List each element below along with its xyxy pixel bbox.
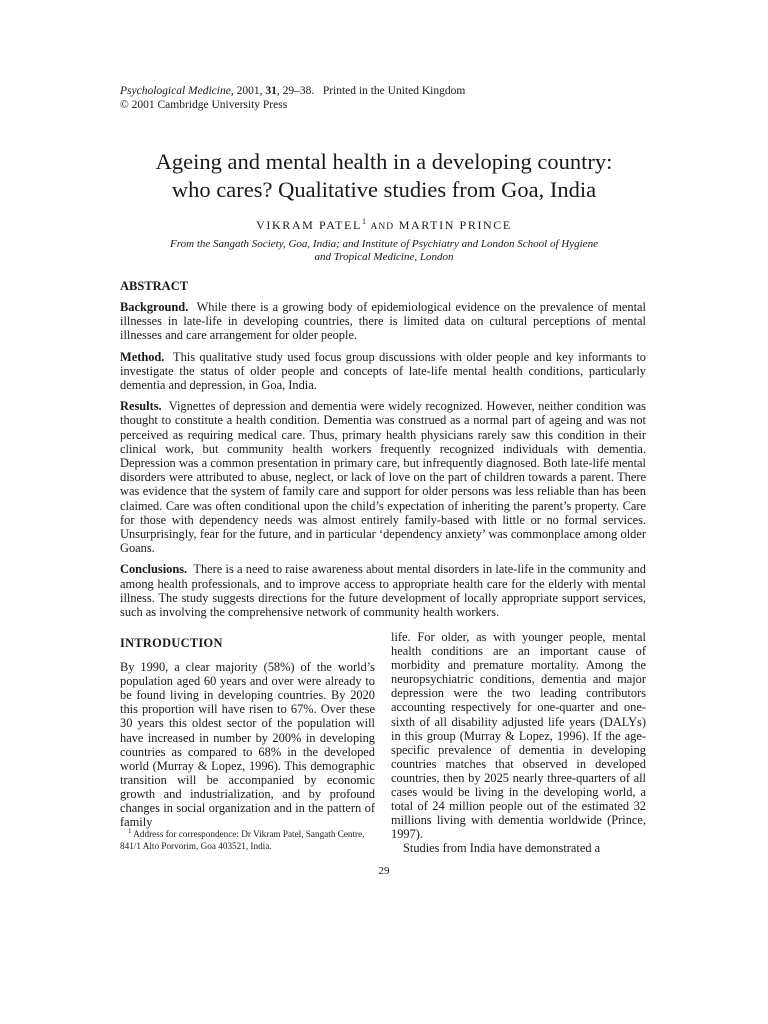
intro-paragraph-left: By 1990, a clear majority (58%) of the world’s population aged 60 years and over were already to be found living in developing countries. By 2020 this proportion will have risen to 67%. Over these 30 years this oldest sector of the population will have increased in number by 200% in developing countries as compared to 68% in the developed world (Murray & Lopez, 1996). This demographic transition will be accompanied by economic growth and industrialization, and by profound changes in social organization and in the pattern of family (120, 660, 375, 830)
conclusions-label: Conclusions. (120, 562, 188, 577)
method-text: This qualitative study used focus group discussions with older people and key informants to investigate the status of older people and concepts of late-life mental health conditions, particularly dementia and depression, in Goa, India. (120, 349, 646, 393)
intro-paragraph-right-2: Studies from India have demonstrated a (403, 841, 601, 856)
footnote (120, 826, 375, 852)
right-column (391, 630, 646, 856)
citation-line (120, 84, 465, 98)
abstract-method (120, 350, 646, 393)
title-line-1: Ageing and mental health in a developing country: (155, 149, 613, 174)
results-text: Vignettes of depression and dementia were widely recognized. However, neither condition was thought to constitute a health condition. Dementia was construed as a normal part of ageing and was not perceived as requiring medical care. Thus, primary health physicians rarely saw this condition in their clinical work, but community health workers frequently recognized individuals with dementia. Depression was a common presentation in primary care, but infrequently diagnosed. Both late-life mental disorders were attributed to abuse, neglect, or lack of love on the part of children towards a parent. There was evidence that the system of family care and support for older persons was less reliable than has been claimed. Care was often conditional upon the child’s expectation of inheriting the parent’s property. Care for those with dependency needs was almost entirely family-based with little or no formal services. Unsurprisingly, fear for the future, and in particular ‘dependency anxiety’ was commonplace among older Goans. (120, 399, 646, 556)
background-label: Background. (120, 300, 189, 314)
journal-name: Psychological Medicine (120, 85, 231, 97)
abstract-conclusions (120, 562, 646, 619)
author-conjunction: AND (370, 222, 395, 232)
background-text: While there is a growing body of epidemiological evidence on the prevalence of mental illnesses in late-life in developing countries, there is limited data on cultural perceptions of mental illnesses and care arrangement for older people. (120, 300, 646, 343)
affiliation-line-1: From the Sangath Society, Goa, India; and Institute of Psychiatry and London School of Hygiene (170, 238, 598, 250)
author-1-footnote-mark: 1 (361, 217, 366, 226)
printed-note: Printed in the United Kingdom (322, 85, 466, 97)
author-list (80, 217, 688, 233)
author-1: VIKRAM PATEL (256, 218, 362, 232)
footnote-text (120, 826, 375, 852)
copyright-line: © 2001 Cambridge University Press (120, 99, 288, 111)
footnote-body: Address for correspondence: Dr Vikram Patel, Sangath Centre, 841/1 Alto Porvorim, Goa 403521, India. (120, 829, 365, 851)
abstract-background (120, 300, 646, 343)
abstract-heading: ABSTRACT (120, 279, 189, 293)
citation-pages: , 29–38. (276, 85, 315, 97)
affiliation (120, 238, 648, 264)
introduction-heading: INTRODUCTION (120, 636, 223, 650)
intro-paragraph-right: life. For older, as with younger people, mental health conditions are an important cause of morbidity and premature mortality. Among the neuropsychiatric conditions, dementia and major depression were the two leading contributors accounting respectively for one-quarter and one-sixth of all disability adjusted life years (DALYs) in this group (Murray & Lopez, 1996). If the age-specific prevalence of dementia in developing countries matches that observed in developed countries, then by 2025 nearly three-quarters of all cases would be living in the developing world, a total of 24 million people out of the estimated 32 millions living with dementia worldwide (Prince, 1997). (391, 630, 646, 842)
citation-volume: 31 (265, 85, 277, 97)
citation-year: , 2001, (230, 85, 266, 97)
author-2: MARTIN PRINCE (398, 218, 512, 232)
conclusions-text: There is a need to raise awareness about mental disorders in late-life in the community and among health professionals, and to improve access to appropriate health care for the elderly with mental illness. The study suggests directions for the future development of locally appropriate support services, such as involving the comprehensive network of community health workers. (120, 562, 646, 620)
affiliation-line-2: and Tropical Medicine, London (314, 251, 454, 263)
title-line-2: who cares? Qualitative studies from Goa, India (171, 177, 597, 202)
article-title (80, 148, 688, 204)
abstract-body (120, 300, 646, 626)
left-column (120, 636, 375, 829)
results-label: Results. (120, 399, 162, 414)
journal-header (120, 84, 465, 112)
abstract-results (120, 399, 646, 555)
footnote-mark: 1 (128, 827, 132, 835)
page-number: 29 (378, 865, 390, 877)
method-label: Method. (120, 349, 165, 364)
